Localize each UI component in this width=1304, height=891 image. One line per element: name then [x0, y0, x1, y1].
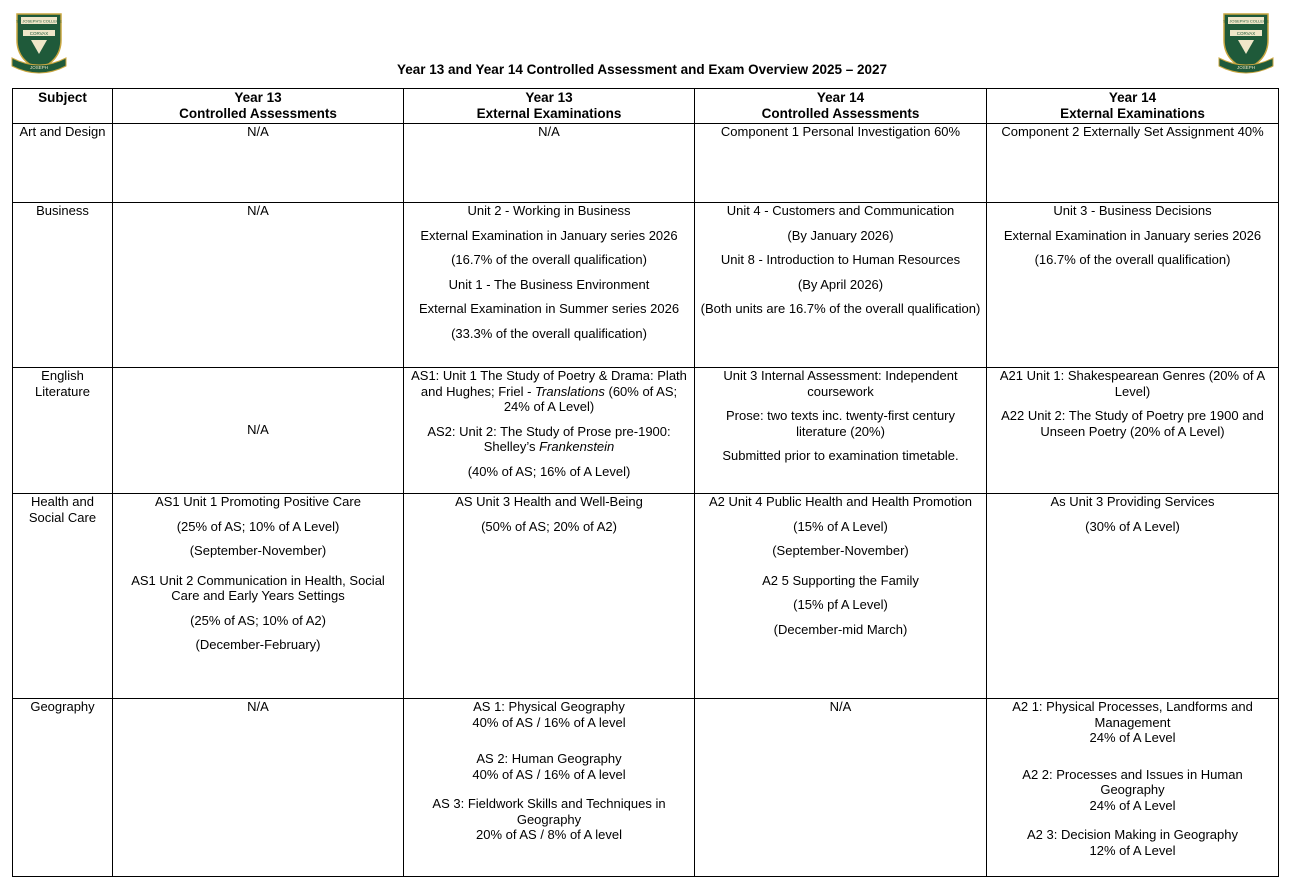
assessment-overview-table — [12, 88, 1279, 877]
svg-text:CORVAX: CORVAX — [1236, 31, 1256, 36]
cell-y13-external: AS 1: Physical Geography 40% of AS / 16% of A level AS 2: Human Geography 40% of AS / 16% of A level AS 3: Fieldwork Skills and Techniques in Geography 20% of AS / 8% of A level — [404, 699, 695, 877]
cell-y14-external: Component 2 Externally Set Assignment 40% — [987, 124, 1279, 203]
cell-y13-external: N/A — [404, 124, 695, 203]
cell-y14-controlled: Unit 3 Internal Assessment: Independent coursework Prose: two texts inc. twenty-first century literature (20%) Submitted prior to examination timetable. — [695, 368, 987, 494]
cell-y14-controlled: A2 Unit 4 Public Health and Health Promotion (15% of A Level) (September-November) A2 5 Supporting the Family (15% pf A Level) (December-mid March) — [695, 494, 987, 699]
cell-y14-controlled: N/A — [695, 699, 987, 877]
table-row-english-literature — [13, 368, 1279, 494]
header-year14-controlled: Year 14 Controlled Assessments — [695, 89, 987, 124]
subject-cell: Health and Social Care — [13, 494, 113, 699]
cell-y13-external: Unit 2 - Working in Business External Examination in January series 2026 (16.7% of the overall qualification) Unit 1 - The Business Environment External Examination in Summer series 2026 (33.3% of the overall qualification) — [404, 203, 695, 368]
subject-cell: Business — [13, 203, 113, 368]
header-year13-external: Year 13 External Examinations — [404, 89, 695, 124]
svg-text:CORVAX: CORVAX — [29, 31, 49, 36]
table-row-art-and-design — [13, 124, 1279, 203]
cell-y13-controlled: N/A — [113, 699, 404, 877]
subject-cell: Geography — [13, 699, 113, 877]
svg-text:ST JOSEPH'S COLLEGE: ST JOSEPH'S COLLEGE — [1223, 18, 1269, 24]
header-year13-controlled: Year 13 Controlled Assessments — [113, 89, 404, 124]
document-title: Year 13 and Year 14 Controlled Assessment and Exam Overview 2025 – 2027 — [396, 62, 888, 77]
header-year14-external: Year 14 External Examinations — [987, 89, 1279, 124]
cell-y13-controlled: N/A — [113, 368, 404, 494]
svg-text:JOSEPH: JOSEPH — [1236, 65, 1256, 70]
svg-text:JOSEPH: JOSEPH — [29, 65, 49, 70]
cell-y13-external: AS Unit 3 Health and Well-Being (50% of AS; 20% of A2) — [404, 494, 695, 699]
cell-y14-external: As Unit 3 Providing Services (30% of A Level) — [987, 494, 1279, 699]
cell-y13-controlled: N/A — [113, 124, 404, 203]
table-row-health-and-social-care — [13, 494, 1279, 699]
cell-y14-controlled: Component 1 Personal Investigation 60% — [695, 124, 987, 203]
header-subject: Subject — [13, 89, 113, 124]
cell-y14-external: A2 1: Physical Processes, Landforms and Management 24% of A Level A2 2: Processes and Issues in Human Geography 24% of A Level A2 3: Decision Making in Geography 12% of A Level — [987, 699, 1279, 877]
cell-y13-external: AS1: Unit 1 The Study of Poetry & Drama: Plath and Hughes; Friel - Translations (60% of AS; 24% of A Level) AS2: Unit 2: The Study of Prose pre-1900: Shelley’s Frankenstein (40% of AS; 16% of A Level) — [404, 368, 695, 494]
table-row-business — [13, 203, 1279, 368]
cell-y14-controlled: Unit 4 - Customers and Communication (By January 2026) Unit 8 - Introduction to Human Resources (By April 2026) (Both units are 16.7% of the overall qualification) — [695, 203, 987, 368]
cell-y14-external: Unit 3 - Business Decisions External Examination in January series 2026 (16.7% of the overall qualification) — [987, 203, 1279, 368]
cell-y13-controlled: N/A — [113, 203, 404, 368]
subject-cell: Art and Design — [13, 124, 113, 203]
header-row — [13, 89, 1279, 124]
cell-y14-external: A21 Unit 1: Shakespearean Genres (20% of A Level) A22 Unit 2: The Study of Poetry pre 1900 and Unseen Poetry (20% of A Level) — [987, 368, 1279, 494]
table-row-geography — [13, 699, 1279, 877]
subject-cell: English Literature — [13, 368, 113, 494]
cell-y13-controlled: AS1 Unit 1 Promoting Positive Care (25% of AS; 10% of A Level) (September-November) AS1 Unit 2 Communication in Health, Social Care and Early Years Settings (25% of AS; 10% of A2) (December-February) — [113, 494, 404, 699]
svg-text:ST JOSEPH'S COLLEGE: ST JOSEPH'S COLLEGE — [16, 18, 62, 24]
